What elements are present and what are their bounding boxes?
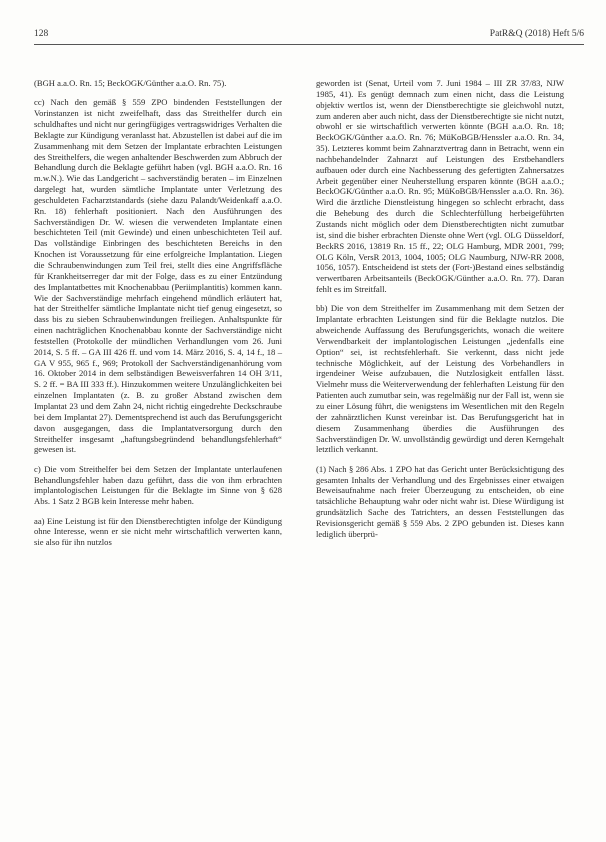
paragraph: geworden ist (Senat, Urteil vom 7. Juni 1984 – III ZR 37/83, NJW 1985, 41). Es genügt demnach zum einen nicht, dass die Leistung objektiv wertlos ist, wenn der Dienstberechtigte sie gleichwohl nutzt, zum anderen aber auch nicht, dass der Dienstberechtigte sie nicht nutzt, obwohl er sie wirtschaftlich verwerten könnte (BGH a.a.O. Rn. 18; BeckOGK/Günther a.a.O. Rn. 76; MüKoBGB/Henssler a.a.O. Rn. 34, 35). Letzteres kommt beim Zahnarztvertrag dann in Betracht, wenn ein nachbehandelnder Zahnarzt auf Leistungen des Erstbehandlers aufbauen oder durch eine Nachbesserung des gefertigten Zahnersatzes Arbeit gegenüber einer Neuherstellung ersparen könnte (BGH a.a.O.; BeckOGK/Günther a.a.O. Rn. 95; MüKoBGB/Henssler a.a.O. Rn. 36). Wird die ärztliche Dienstleistung hingegen so schlecht erbracht, dass die Behebung des durch die Schlechterfüllung herbeigeführten Zustands nicht möglich oder dem Dienstberechtigten nicht zumutbar ist, sind die bisher erbrachten Dienste ohne Wert (vgl. OLG Düsseldorf, BeckRS 2016, 13819 Rn. 15 ff., 22; OLG Hamburg, MDR 2001, 799; OLG Köln, VersR 2013, 1004, 1005; OLG Naumburg, NJW-RR 2008, 1056, 1057). Entscheidend ist stets der (Fort-)Bestand eines selbständig verwertbaren Arbeitsanteils (BeckOGK/Günther a.a.O. Rn. 77). Daran fehlt es im Streitfall. — [316, 78, 564, 295]
page-header — [34, 29, 584, 41]
paragraph: c) Die vom Streithelfer bei dem Setzen der Implantate unterlaufenen Behandlungsfehler haben dazu geführt, dass die von ihm erbrachten implantologischen Leistungen für die Beklagte im Sinne von § 628 Abs. 1 Satz 2 BGB kein Interesse mehr haben. — [34, 463, 282, 507]
paragraph: aa) Eine Leistung ist für den Dienstberechtigten infolge der Kündigung ohne Interesse, wenn er sie nicht mehr wirtschaftlich verwerten kann, sie also für ihn nutzlos — [34, 515, 282, 548]
journal-citation: PatR&Q (2018) Heft 5/6 — [489, 29, 584, 39]
paragraph: (1) Nach § 286 Abs. 1 ZPO hat das Gericht unter Berücksichtigung des gesamten Inhalts der Verhandlung und des Ergebnisses einer etwaigen Beweisaufnahme nach freier Überzeugung zu entscheiden, ob eine tatsächliche Behauptung wahr oder nicht wahr ist. Diese Würdigung ist grundsätzlich Sache des Tatrichters, an dessen Feststellungen das Revisionsgericht gemäß § 559 Abs. 2 ZPO gebunden ist. Dieses kann lediglich überprü- — [316, 463, 564, 539]
page-number: 128 — [34, 29, 49, 39]
header-rule — [34, 44, 584, 45]
left-column — [34, 78, 282, 548]
right-column — [316, 78, 564, 540]
paragraph: cc) Nach den gemäß § 559 ZPO bindenden Feststellungen der Vorinstanzen ist nicht zweifelhaft, dass das Streithelfer durch ein schuldhaftes und nicht nur geringfügiges vertragswidriges Verhalten die Beklagte zur Kündigung veranlasst hat. Abzustellen ist dabei auf die im Zusammenhang mit dem Setzen der Implantate erbrachten Leistungen des Streithelfers, die wegen anhaltender Beschwerden zum Abbruch der Behandlung durch die Beklagte geführt haben (vgl. BGH a.a.O. Rn. 16 m.w.N.). Wie das Landgericht – sachverständig beraten – im Einzelnen dargelegt hat, wurden sämtliche Implantate unter Verletzung des geschuldeten Facharztstandards (siehe dazu Palandt/Weidenkaff a.a.O. Rn. 18) fehlerhaft positioniert. Nach den Ausführungen des Sachverständigen Dr. W. wiesen die verwendeten Implantate einen beschichteten Teil (mit Gewinde) und einen unbeschichteten Teil auf. Das vollständige Einbringen des beschichteten Bereichs in den Knochen ist Voraussetzung für eine erfolgreiche Implantation. Liegen die Schraubenwindungen zum Teil frei, stellt dies eine Angriffsfläche für Krankheitserreger dar mit der Folge, dass es zu einer Entzündung des Implantatbettes mit Knochenabbau (Periimplantitis) kommen kann. Wie der Sachverständige mehrfach eingehend mündlich erläutert hat, hat der Streithelfer sämtliche Implantate nicht tief genug eingesetzt, so dass bis zu sieben Schraubenwindungen freiliegen. Anhaltspunkte für einen nachträglichen Knochenabbau konnte der Sachverständige nicht feststellen (Protokolle der mündlichen Verhandlungen vom 26. Juni 2014, S. 5 ff. – GA III 426 ff. und vom 14. März 2016, S. 4, 14 f., 18 – GA V 955, 965 f., 969; Protokoll der Sachverständigenanhörung vom 16. Oktober 2014 in dem selbständigen Beweisverfahren 14 OH 3/11, S. 2 ff. = BA III 333 ff.). Hinzukommen weitere Unzulänglichkeiten bei einzelnen Implantaten (z. B. zu großer Abstand zwischen dem Implantat 23 und dem Zahn 24, nicht richtig eingedrehte Deckschraube bei dem Implantat 27). Dementsprechend ist auch das Berufungsgericht davon ausgegangen, dass die Implantatversorgung durch den Streithelfer insgesamt „haftungsbegründend behandlungsfehlerhaft“ gewesen ist. — [34, 97, 282, 455]
paragraph: bb) Die von dem Streithelfer im Zusammenhang mit dem Setzen der Implantate erbrachten Leistungen sind für die Beklagte nutzlos. Die abweichende Auffassung des Berufungsgerichts, wonach die weitere Verwendbarkeit der implantologischen Leistungen „jedenfalls eine Option“ sei, ist rechtsfehlerhaft. Sie verkennt, dass nicht jede technische Möglichkeit, auf der Leistung des Vorbehandlers in irgendeiner Weise aufzubauen, die Nutzlosigkeit entfallen lässt. Vielmehr muss die Weiterverwendung der fehlerhaften Leistung für den Patienten auch zumutbar sein, was regelmäßig nur der Fall ist, wenn sie zu einer Lösung führt, die wenigstens im Wesentlichen mit den Regeln der zahnärztlichen Kunst vereinbar ist. Das Berufungsgericht hat in diesem Zusammenhang überdies die Ausführungen des Sachverständigen Dr. W. unvollständig gewürdigt und deren Kerngehalt letztlich verkannt. — [316, 303, 564, 455]
paragraph: (BGH a.a.O. Rn. 15; BeckOGK/Günther a.a.O. Rn. 75). — [34, 78, 227, 88]
